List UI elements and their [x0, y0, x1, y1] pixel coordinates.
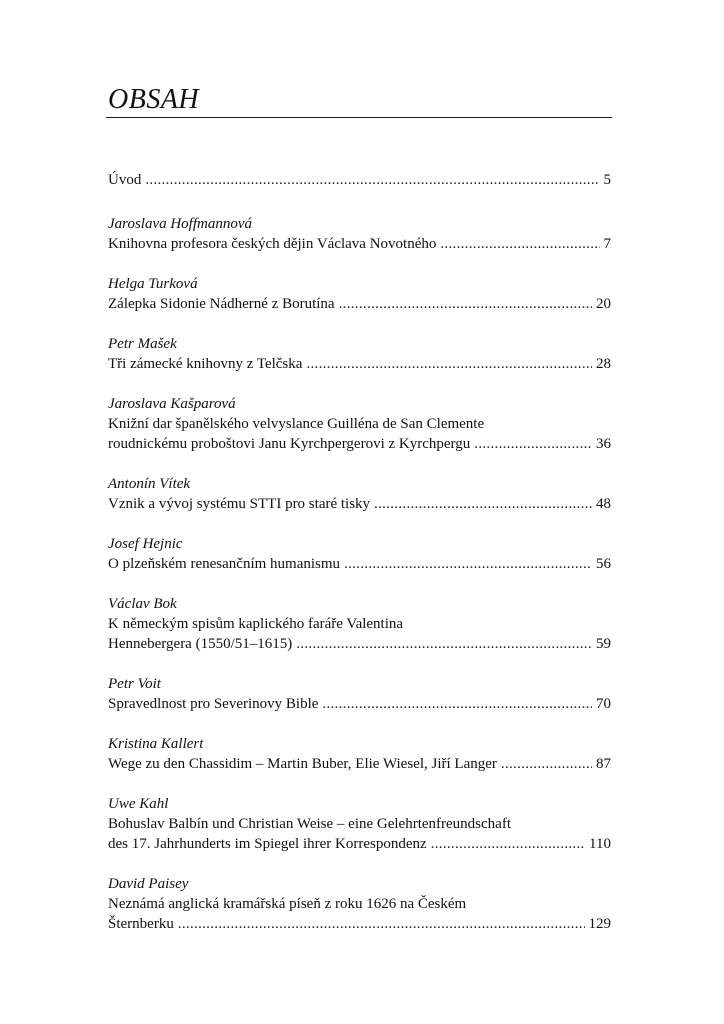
toc-title: Úvod: [108, 172, 142, 188]
toc-title-line: [108, 554, 611, 574]
toc-title: Wege zu den Chassidim – Martin Buber, Elie Wiesel, Jiří Langer: [108, 756, 497, 772]
toc-author: Kristina Kallert: [108, 736, 204, 752]
toc-page-number: 129: [588, 916, 611, 932]
toc-title: Tři zámecké knihovny z Telčska: [108, 356, 303, 372]
toc-author: Petr Mašek: [108, 336, 177, 352]
toc-page-number: 28: [596, 356, 611, 372]
toc-author: Josef Hejnic: [108, 536, 183, 552]
toc-title-line: [108, 914, 611, 934]
toc-entry: [108, 674, 611, 714]
toc-title-line: [108, 694, 611, 714]
toc-entry: [108, 334, 611, 374]
toc-title: Knihovna profesora českých dějin Václava Novotného: [108, 236, 437, 252]
toc-author: David Paisey: [108, 876, 189, 892]
dot-leader: [440, 234, 599, 254]
toc-title: O plzeňském renesančním humanismu: [108, 556, 341, 572]
toc-entry: [108, 874, 611, 934]
toc-page-number: 110: [589, 836, 611, 852]
toc-title-line: [108, 494, 611, 514]
toc-author: Antonín Vítek: [108, 476, 191, 492]
toc-entry: [108, 594, 611, 654]
toc-author: Helga Turková: [108, 276, 198, 292]
toc-title-line: [108, 634, 611, 654]
dot-leader: [178, 914, 585, 934]
page-title: OBSAH: [108, 84, 200, 115]
toc-page-number: 5: [603, 172, 611, 188]
dot-leader: [306, 354, 592, 374]
toc-entry: [108, 734, 611, 774]
dot-leader: [322, 694, 592, 714]
dot-leader: [374, 494, 592, 514]
dot-leader: [145, 170, 599, 190]
toc-title: Neznámá anglická kramářská píseň z roku 1626 na Českém: [108, 896, 467, 912]
toc-title-line: [108, 754, 611, 774]
toc-page-number: 20: [596, 296, 611, 312]
toc-entry: [108, 274, 611, 314]
toc-page-number: 70: [596, 696, 611, 712]
toc-title-line: [108, 834, 611, 854]
toc-entry: [108, 394, 611, 454]
toc-title: roudnickému proboštovi Janu Kyrchpergerovi z Kyrchpergu: [108, 436, 471, 452]
toc-author: Václav Bok: [108, 596, 177, 612]
dot-leader: [344, 554, 592, 574]
toc-author: Petr Voit: [108, 676, 161, 692]
dot-leader: [339, 294, 592, 314]
toc-title-line: [108, 234, 611, 254]
toc-page-number: 56: [596, 556, 611, 572]
toc-title: Bohuslav Balbín und Christian Weise – eine Gelehrtenfreundschaft: [108, 816, 512, 832]
toc-title: Šternberku: [108, 916, 174, 932]
toc-title: Knižní dar španělského velvyslance Guilléna de San Clemente: [108, 416, 485, 432]
toc-entry: [108, 794, 611, 854]
toc-page-number: 59: [596, 636, 611, 652]
toc-page-number: 48: [596, 496, 611, 512]
dot-leader: [474, 434, 592, 454]
toc-entry: [108, 534, 611, 574]
toc-author: Jaroslava Kašparová: [108, 396, 236, 412]
toc-title-line: [108, 170, 611, 190]
toc-page-number: 36: [596, 436, 611, 452]
dot-leader: [431, 834, 585, 854]
toc-title-line: [108, 414, 611, 434]
dot-leader: [296, 634, 592, 654]
toc-page-number: 87: [596, 756, 611, 772]
toc-title-line: [108, 294, 611, 314]
toc-entry: [108, 170, 611, 190]
toc-author: Uwe Kahl: [108, 796, 169, 812]
toc-title: Spravedlnost pro Severinovy Bible: [108, 696, 319, 712]
toc-author: Jaroslava Hoffmannová: [108, 216, 253, 232]
toc-title: Zálepka Sidonie Nádherné z Borutína: [108, 296, 335, 312]
toc-entry: [108, 474, 611, 514]
toc-title-line: [108, 894, 611, 914]
toc-title-line: [108, 814, 611, 834]
toc-title-line: [108, 614, 611, 634]
dot-leader: [501, 754, 592, 774]
title-rule: [106, 117, 612, 118]
toc-title: Vznik a vývoj systému STTI pro staré tisky: [108, 496, 371, 512]
toc-title: Hennebergera (1550/51–1615): [108, 636, 293, 652]
toc-title-line: [108, 354, 611, 374]
toc-title-line: [108, 434, 611, 454]
toc-title: des 17. Jahrhunderts im Spiegel ihrer Korrespondenz: [108, 836, 427, 852]
toc-page-number: 7: [603, 236, 611, 252]
toc-title: K německým spisům kaplického faráře Valentina: [108, 616, 404, 632]
toc-entry: [108, 214, 611, 254]
